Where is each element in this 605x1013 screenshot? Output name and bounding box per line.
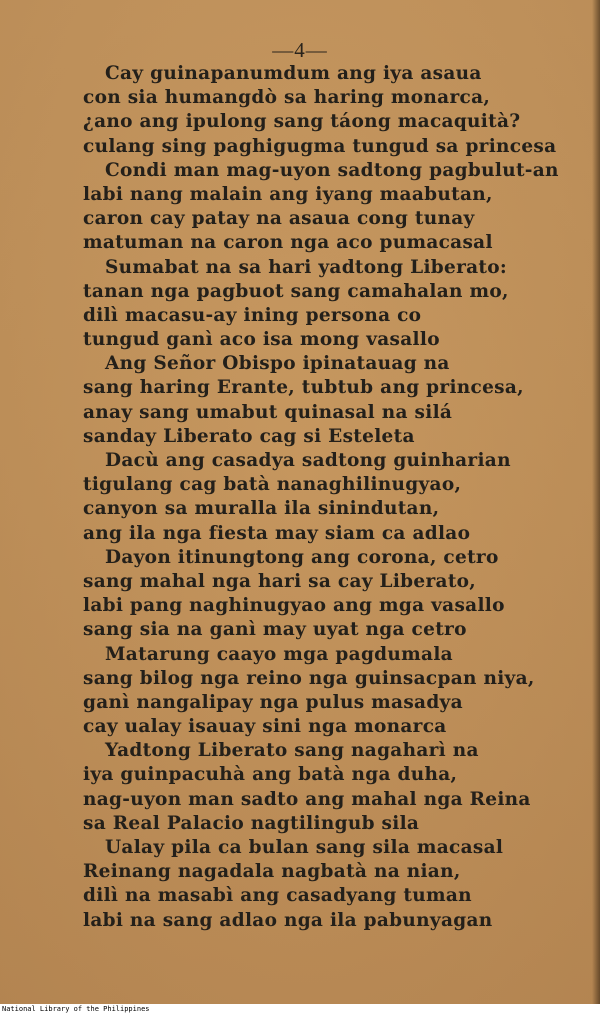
verse-line: culang sing paghigugma tungud sa princesa [83,135,557,157]
library-credit: National Library of the Philippines [2,1005,150,1013]
stanza [83,256,583,353]
verse-line: Ualay pila ca bulan sang sila macasal [105,837,504,858]
stanza [83,449,583,546]
verse-line: ¿ano ang ipulong sang táong macaquità? [83,111,521,133]
verse-line: sang sia na ganì may uyat nga cetro [83,619,467,641]
stanza [83,836,583,933]
verse-line: dilì na masabì ang casadyang tuman [83,885,472,907]
verse-line: Yadtong Liberato sang nagaharì na [105,740,479,762]
verse-line: Dacù ang casadya sadtong guinharian [105,450,511,471]
verse-line: caron cay patay na asaua cong tunay [83,208,475,230]
verse-line: Condi man mag-uyon sadtong pagbulut-an [105,159,559,181]
verse-line: tanan nga pagbuot sang camahalan mo, [83,280,509,302]
verse-line: Cay guinapanumdum ang iya asaua [105,63,482,84]
verse-line: Reinang nagadala nagbatà na nian, [83,861,461,883]
verse-line: Matarung caayo mga pagdumala [105,643,453,665]
verse-line: sang bilog nga reino nga guinsacpan niya, [83,667,535,689]
verse-line: ang ila nga fiesta may siam ca adlao [83,522,471,544]
verse-line: anay sang umabut quinasal na silá [83,401,453,423]
verse-line: labi pang naghinugyao ang mga vasallo [83,595,505,617]
verse-line: sang haring Erante, tubtub ang princesa, [83,377,524,399]
verse-line: labi nang malain ang iyang maabutan, [83,183,493,205]
verse-line: sa Real Palacio nagtilingub sila [83,812,420,834]
stanza [83,159,583,256]
verse-line: Ang Señor Obispo ipinatauag na [105,353,450,375]
verse-line: sang mahal nga hari sa cay Liberato, [83,570,477,592]
verse-line: Sumabat na sa hari yadtong Liberato: [105,256,508,278]
verse-line: dilì macasu-ay ining persona co [83,304,422,326]
verse-line: con sia humangdò sa haring monarca, [83,87,491,109]
verse-line: canyon sa muralla ila sinindutan, [83,498,440,520]
verse-line: cay ualay isauay sini nga monarca [83,716,447,738]
verse-line: matuman na caron nga aco pumacasal [83,232,493,254]
verse-line: Dayon itinungtong ang corona, cetro [105,546,499,568]
verse-line: tungud ganì aco isa mong vasallo [83,329,440,351]
stanza [83,739,583,836]
page-number: —4— [272,38,328,62]
stanza [83,546,583,643]
verse-line: tigulang cag batà nanaghilinugyao, [83,474,462,496]
stanza [83,643,583,740]
verse-line: iya guinpacuhà ang batà nga duha, [83,764,458,786]
page-edge-shadow [592,0,600,1004]
verse-line: ganì nangalipay nga pulus masadya [83,691,463,713]
verse-line: sanday Liberato cag si Esteleta [83,425,415,447]
stanza [83,62,583,159]
verse-line: nag-uyon man sadto ang mahal nga Reina [83,788,531,810]
poem-body [83,62,583,933]
verse-line: labi na sang adlao nga ila pabunyagan [83,909,493,931]
stanza [83,352,583,449]
